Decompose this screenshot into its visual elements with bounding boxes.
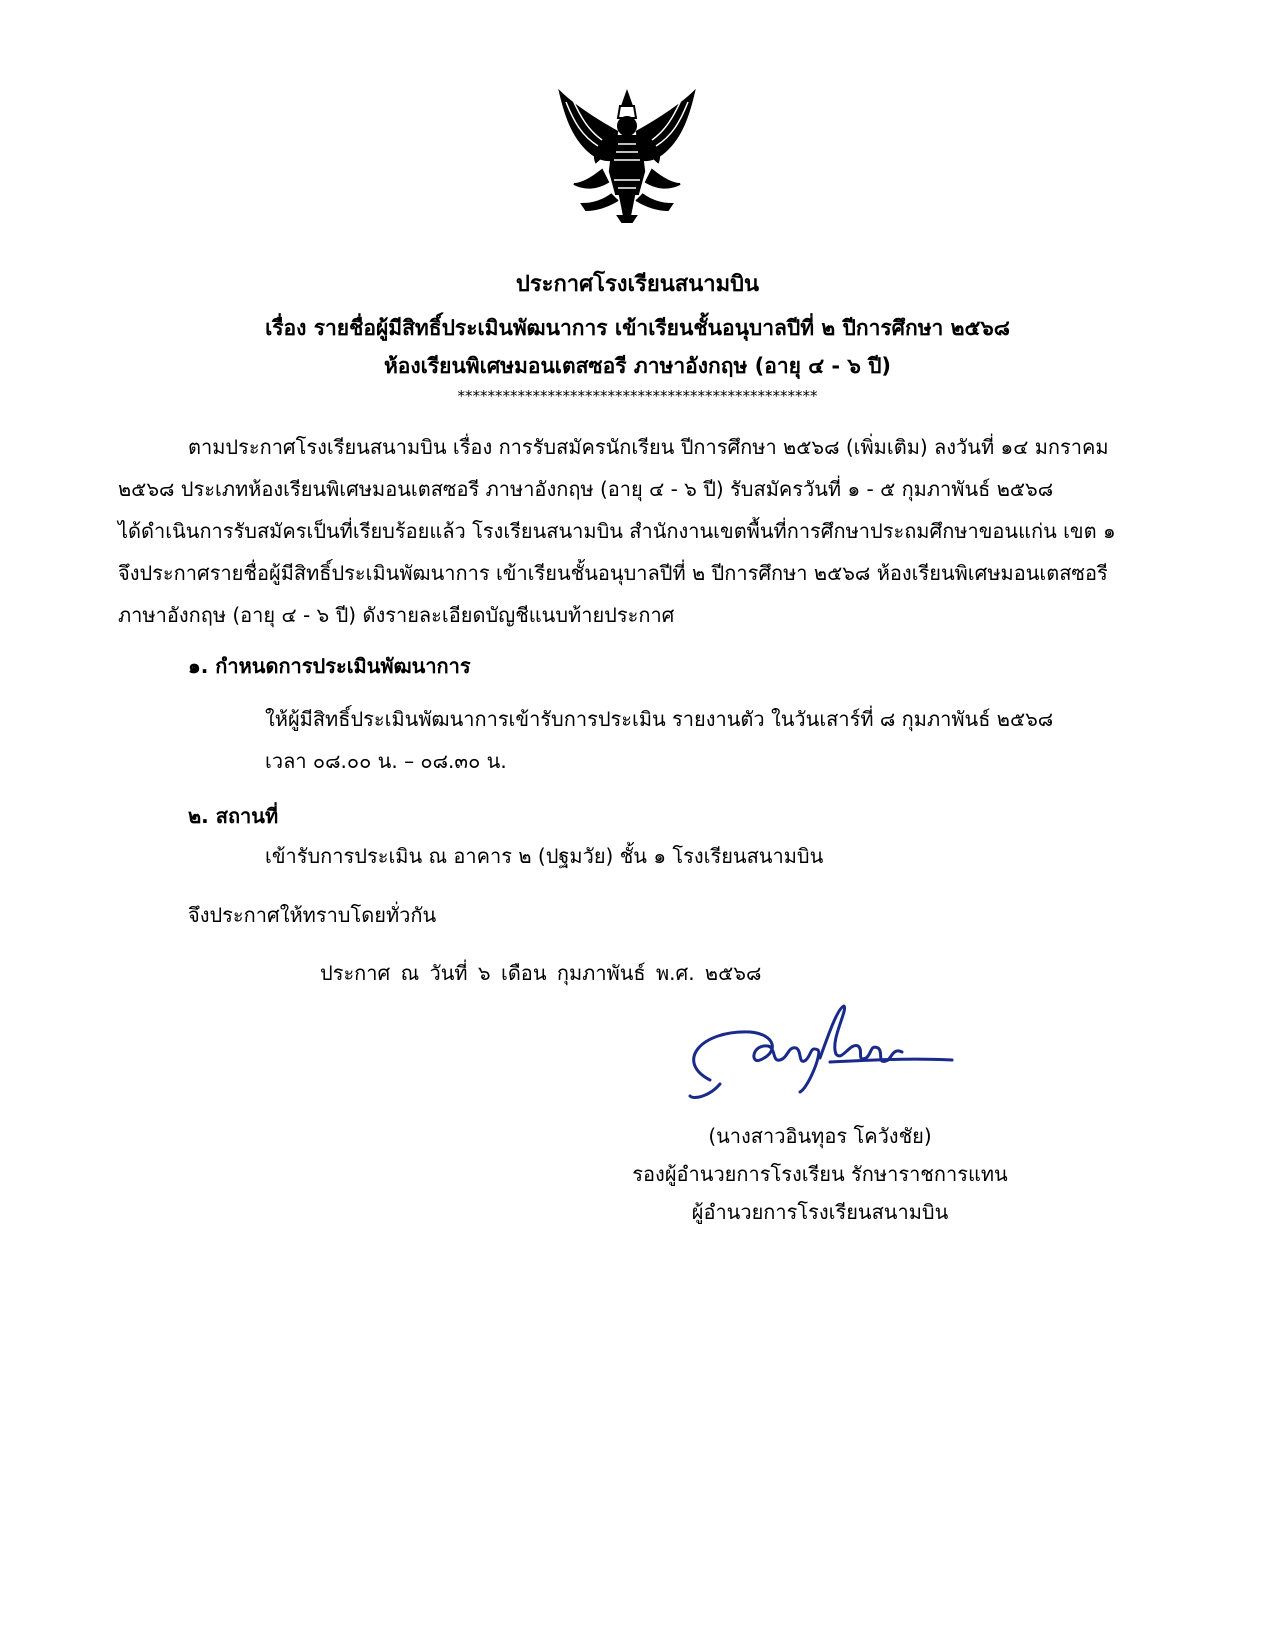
subject-line: เรื่อง รายชื่อผู้มีสิทธิ์ประเมินพัฒนาการ เข้าเรียนชั้นอนุบาลปีที่ ๒ ปีการศึกษา ๒๕๖๘ xyxy=(265,316,1010,340)
signatory-position: รองผู้อำนวยการโรงเรียน รักษาราชการแทน xyxy=(632,1162,1008,1186)
body-paragraph-line: ตามประกาศโรงเรียนสนามบิน เรื่อง การรับสมัครนักเรียน ปีการศึกษา ๒๕๖๘ (เพิ่มเติม) ลงวันที่ ๑๔ มกราคม xyxy=(188,435,1109,459)
signatory-position-2: ผู้อำนวยการโรงเรียนสนามบิน xyxy=(691,1200,949,1224)
closing-statement: จึงประกาศให้ทราบโดยทั่วกัน xyxy=(188,903,437,927)
section-heading-schedule: ๑. กำหนดการประเมินพัฒนาการ xyxy=(188,654,471,678)
body-paragraph-line: ภาษาอังกฤษ (อายุ ๔ - ๖ ปี) ดังรายละเอียดบัญชีแนบท้ายประกาศ xyxy=(118,603,675,627)
garuda-emblem-icon xyxy=(552,88,702,223)
separator-line: ************************************************ xyxy=(457,387,818,405)
body-paragraph-line: ๒๕๖๘ ประเภทห้องเรียนพิเศษมอนเตสซอรี ภาษาอังกฤษ (อายุ ๔ - ๖ ปี) รับสมัครวันที่ ๑ - ๕ กุมภาพันธ์ ๒๕๖๘ xyxy=(118,477,1054,501)
body-paragraph-line: ได้ดำเนินการรับสมัครเป็นที่เรียบร้อยแล้ว โรงเรียนสนามบิน สำนักงานเขตพื้นที่การศึกษาประถมศึกษาขอนแก่น เขต ๑ xyxy=(118,519,1116,543)
schedule-time-line: เวลา ๐๘.๐๐ น. – ๐๘.๓๐ น. xyxy=(265,749,507,773)
schedule-line: ให้ผู้มีสิทธิ์ประเมินพัฒนาการเข้ารับการประเมิน รายงานตัว ในวันเสาร์ที่ ๘ กุมภาพันธ์ ๒๕๖๘ xyxy=(265,707,1054,731)
announcement-title: ประกาศโรงเรียนสนามบิน xyxy=(515,272,760,297)
subject-line-2: ห้องเรียนพิเศษมอนเตสซอรี ภาษาอังกฤษ (อายุ ๔ - ๖ ปี) xyxy=(383,354,892,378)
section-heading-location: ๒. สถานที่ xyxy=(188,804,279,828)
announcement-date: ประกาศ ณ วันที่ ๖ เดือน กุมภาพันธ์ พ.ศ. ๒๕๖๘ xyxy=(320,961,762,985)
signatory-name: (นางสาวอินทุอร โควังชัย) xyxy=(708,1124,932,1148)
body-paragraph-line: จึงประกาศรายชื่อผู้มีสิทธิ์ประเมินพัฒนาการ เข้าเรียนชั้นอนุบาลปีที่ ๒ ปีการศึกษา ๒๕๖๘ ห้องเรียนพิเศษมอนเตสซอรี xyxy=(118,561,1108,585)
handwritten-signature xyxy=(680,1000,960,1110)
location-line: เข้ารับการประเมิน ณ อาคาร ๒ (ปฐมวัย) ชั้น ๑ โรงเรียนสนามบิน xyxy=(265,844,824,868)
